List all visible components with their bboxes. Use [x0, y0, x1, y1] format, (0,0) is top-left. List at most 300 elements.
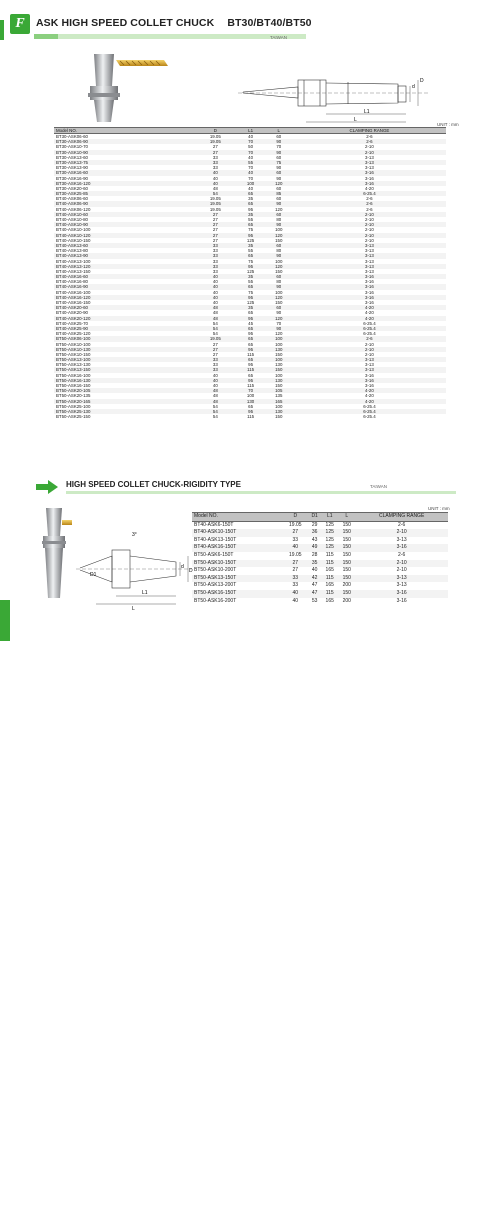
table-cell: 2-10: [365, 227, 374, 233]
table-cell: 2-10: [365, 237, 374, 243]
table-cell: 3-13: [365, 258, 374, 264]
table-body: [192, 521, 448, 605]
table-row: [192, 544, 448, 552]
table-cell: 60: [276, 134, 282, 140]
table-cell: 48: [194, 399, 236, 404]
table-cell: 40: [212, 279, 218, 285]
table-cell: 100: [275, 289, 283, 295]
table-cell: 70: [248, 165, 254, 171]
table-cell: 105: [265, 388, 293, 393]
table-cell: BT40-ASK16-80: [56, 279, 88, 285]
table-cell: 27: [292, 567, 299, 574]
column-header: D: [194, 128, 236, 134]
table-cell: 2-10: [355, 529, 448, 537]
table-cell: 65: [236, 357, 264, 362]
dim-label-D1: D1: [90, 572, 97, 578]
table-row: [192, 582, 448, 590]
table-cell: BT50-ASK25-150: [56, 414, 91, 420]
table-cell: 2-10: [293, 212, 446, 217]
table-cell: BT30-ASK06-90: [54, 139, 194, 144]
table-cell: BT50-ASK13-100: [54, 357, 194, 362]
table-cell: 3-16: [355, 590, 448, 598]
table-cell: 100: [275, 258, 283, 264]
table-cell: 135: [275, 393, 283, 399]
table-cell: BT50-ASK10-150T: [192, 560, 283, 568]
dim-label-L-2: L: [132, 606, 135, 612]
table-cell: BT50-ASK25-100: [56, 403, 91, 409]
table-cell: 19.05: [194, 336, 236, 341]
table-cell: 65: [236, 222, 264, 227]
table-cell: BT40-ASK10-150: [56, 237, 91, 243]
table-cell: 125: [325, 536, 334, 543]
table-cell: BT50-ASK13-130: [56, 362, 91, 368]
table-cell: 33: [212, 165, 218, 171]
table-cell: 150: [338, 529, 355, 537]
table-cell: 115: [247, 414, 255, 420]
rigidity-chuck-photo: [36, 506, 72, 602]
table-cell: 27: [194, 222, 236, 227]
table-cell: 40: [194, 181, 236, 186]
table-cell: BT50-ASK13-150T: [192, 575, 283, 583]
table-cell: 150: [265, 367, 293, 372]
table-cell: 165: [265, 399, 293, 404]
column-header: L: [265, 128, 293, 134]
table-cell: 35: [236, 305, 264, 310]
table-cell: 150: [338, 560, 355, 568]
table-cell: 95: [236, 347, 264, 352]
table-cell: BT50-ASK13-200T: [194, 582, 237, 589]
table-row: [192, 560, 448, 568]
table-cell: 90: [265, 284, 293, 289]
table-cell: 100: [265, 357, 293, 362]
table-cell: 70: [236, 139, 264, 144]
table-cell: 100: [236, 181, 264, 186]
table-cell: 4-20: [293, 399, 446, 404]
table-cell: BT40-ASK10-90: [54, 222, 194, 227]
table-cell: BT40-ASK6-150T: [194, 521, 234, 528]
table-cell: 95: [236, 264, 264, 269]
table-cell: 19.05: [209, 196, 221, 202]
table-cell: 75: [248, 227, 254, 233]
table-cell: 65: [236, 191, 264, 196]
table-cell: 54: [212, 403, 218, 409]
table-cell: BT40-ASK13-100: [56, 258, 91, 264]
table-cell: 70: [236, 150, 264, 155]
table-cell: 42: [308, 575, 321, 583]
table-cell: 95: [248, 362, 254, 368]
table-cell: BT40-ASK16-150T: [192, 544, 283, 552]
table-cell: 35: [236, 274, 264, 279]
table-cell: 35: [236, 212, 264, 217]
table-cell: 33: [194, 160, 236, 165]
dim-label-angle: 3°: [132, 532, 137, 538]
section-title: HIGH SPEED COLLET CHUCK-RIGIDITY TYPE: [66, 480, 241, 489]
table-cell: 33: [292, 582, 299, 589]
table-cell: 3-13: [293, 367, 446, 372]
table-cell: 120: [265, 233, 293, 238]
table-cell: BT50-ASK6-150T: [194, 551, 234, 558]
table-cell: 4-20: [293, 388, 446, 393]
table-cell: 3-16: [365, 289, 374, 295]
table-cell: 3-13: [365, 362, 374, 368]
made-in-label: TAIWAN: [270, 35, 287, 40]
table-cell: 65: [248, 372, 254, 378]
table-cell: 2-10: [293, 222, 446, 227]
table-cell: 80: [276, 217, 282, 223]
table-cell: 70: [248, 175, 254, 181]
section-underline: [66, 491, 456, 494]
table-cell: 2-6: [366, 206, 373, 212]
table-cell: 40: [212, 175, 218, 181]
table-cell: 120: [275, 331, 283, 337]
unit-label-2: UNIT : mm: [428, 506, 450, 511]
table-cell: 90: [265, 150, 293, 155]
table-cell: 3-16: [293, 274, 446, 279]
table-cell: 40: [248, 134, 254, 140]
table-cell: 125: [246, 268, 255, 274]
table-cell: 3-16: [365, 383, 374, 389]
table-cell: 3-16: [293, 284, 446, 289]
table-cell: 48: [194, 305, 236, 310]
table-cell: 65: [236, 253, 264, 258]
dim-label-d2: d: [181, 564, 184, 570]
table-cell: BT40-ASK25-120: [56, 331, 91, 337]
table-cell: 47: [311, 582, 318, 589]
table-cell: 150: [275, 383, 283, 389]
table-cell: 150: [342, 521, 351, 528]
table-cell: BT50-ASK13-150: [54, 367, 194, 372]
table-cell: BT40-ASK25-90: [54, 326, 194, 331]
table-cell: 90: [276, 175, 282, 181]
table-cell: BT40-ASK13-90: [54, 253, 194, 258]
table-cell: 33: [212, 248, 218, 254]
table-cell: 6-25.4: [363, 403, 376, 409]
table-cell: 3-13: [365, 154, 374, 160]
table-cell: 3-13: [293, 253, 446, 258]
table-cell: 2-6: [293, 139, 446, 144]
table-cell: 55: [248, 217, 254, 223]
dim-label-L: L: [354, 117, 357, 123]
table-cell: BT50-ASK25-130: [54, 409, 194, 414]
table-cell: 65: [236, 326, 264, 331]
table-cell: 150: [275, 414, 283, 420]
table-cell: 49: [308, 544, 321, 552]
table-cell: 48: [194, 388, 236, 393]
column-header: L1: [236, 128, 264, 134]
table-cell: 19.05: [209, 134, 221, 140]
table-cell: 33: [212, 268, 218, 274]
table-cell: 3-16: [365, 279, 374, 285]
table-cell: 53: [311, 597, 318, 604]
table-cell: 100: [246, 393, 255, 399]
table-cell: 60: [276, 154, 282, 160]
table-cell: 70: [236, 388, 264, 393]
table-cell: 95: [236, 409, 264, 414]
table-cell: 130: [265, 347, 293, 352]
table-cell: 35: [236, 243, 264, 248]
table-cell: 100: [265, 336, 293, 341]
table-cell: 40: [283, 544, 309, 552]
table-cell: 45: [248, 320, 254, 326]
table-cell: 2-10: [293, 233, 446, 238]
table-cell: 33: [212, 258, 218, 264]
unit-label: UNIT : mm: [437, 122, 459, 127]
column-header: D1: [308, 513, 321, 522]
table-cell: 3-13: [365, 165, 374, 171]
table-cell: 150: [275, 268, 283, 274]
table-cell: 150: [342, 567, 351, 574]
table-header-row: [192, 513, 448, 522]
table-cell: 95: [236, 378, 264, 383]
table-cell: 130: [236, 399, 264, 404]
table-cell: 40: [194, 295, 236, 300]
table-cell: BT30-ASK10-70: [56, 144, 88, 150]
title-subtitle: BT30/BT40/BT50: [227, 17, 312, 29]
spec-table: [54, 127, 446, 419]
table-cell: 27: [212, 144, 218, 150]
table-cell: 115: [321, 575, 338, 583]
table-cell: 3-16: [293, 170, 446, 175]
table-cell: 40: [194, 274, 236, 279]
table-cell: BT50-ASK20-105: [54, 388, 194, 393]
table-cell: BT50-ASK10-200T: [194, 567, 237, 574]
table-cell: BT50-ASK20-135: [56, 393, 91, 399]
table-cell: 3-16: [293, 295, 446, 300]
table-cell: 40: [248, 154, 254, 160]
table-cell: 2-10: [365, 351, 374, 357]
table-cell: 65: [236, 201, 264, 206]
table-row: [192, 537, 448, 545]
table-cell: 65: [236, 284, 264, 289]
table-cell: 2-10: [365, 144, 374, 150]
table-cell: 27: [212, 351, 218, 357]
table-cell: 55: [248, 279, 254, 285]
table-cell: 35: [308, 560, 321, 568]
table-cell: 2-10: [293, 150, 446, 155]
column-header: CLAMPING RANGE: [355, 513, 448, 522]
table-cell: 48: [194, 316, 236, 321]
table-cell: 3-13: [293, 264, 446, 269]
rigidity-spec-table: [192, 512, 448, 605]
table-cell: 54: [194, 191, 236, 196]
table-cell: 100: [275, 403, 283, 409]
table-cell: 40: [311, 567, 318, 574]
table-cell: 33: [194, 253, 236, 258]
table-cell: 90: [276, 310, 282, 316]
table-cell: 55: [248, 248, 254, 254]
table-cell: 6-25.4: [293, 326, 446, 331]
table-cell: 27: [212, 237, 218, 243]
table-cell: 54: [194, 326, 236, 331]
table-cell: 48: [212, 185, 218, 191]
table-cell: 3-16: [293, 181, 446, 186]
table-body: [54, 134, 446, 420]
table-row: [192, 552, 448, 560]
table-cell: BT40-ASK16-100: [56, 289, 91, 295]
table-cell: 3-13: [396, 582, 407, 589]
table-row: [192, 521, 448, 529]
table-cell: 120: [265, 181, 293, 186]
table-cell: BT40-ASK16-120: [54, 295, 194, 300]
table-cell: 2-6: [398, 551, 406, 558]
table-cell: BT30-ASK25-85: [54, 191, 194, 196]
table-cell: 35: [248, 196, 254, 202]
table-cell: BT30-ASK06-60: [56, 134, 88, 140]
table-cell: 2-10: [365, 341, 374, 347]
table-cell: BT50-ASK16-150: [56, 383, 91, 389]
table-cell: 33: [194, 357, 236, 362]
table-cell: 95: [236, 233, 264, 238]
table-cell: 40: [236, 170, 264, 175]
table-cell: 150: [342, 536, 351, 543]
table-cell: 40: [212, 300, 218, 306]
table-cell: 70: [276, 320, 282, 326]
table-cell: 19.05: [209, 206, 221, 212]
table-row: [54, 414, 446, 419]
table-cell: 100: [275, 372, 283, 378]
table-cell: BT40-ASK13-150T: [194, 536, 237, 543]
table-cell: 115: [236, 367, 264, 372]
table-cell: BT40-ASK06-120: [56, 206, 91, 212]
table-cell: BT40-ASK16-60: [54, 274, 194, 279]
table-cell: BT50-ASK10-150: [56, 351, 91, 357]
table-cell: 29: [311, 521, 318, 528]
table-cell: BT40-ASK10-100: [56, 227, 91, 233]
table-cell: 125: [246, 237, 255, 243]
dim-label-d: d: [412, 84, 415, 90]
table-cell: 19.05: [194, 139, 236, 144]
table-cell: 27: [194, 150, 236, 155]
table-cell: 2-10: [365, 217, 374, 223]
table-cell: 43: [311, 536, 318, 543]
table-cell: 6-25.4: [293, 191, 446, 196]
table-cell: 60: [265, 170, 293, 175]
table-cell: 90: [265, 326, 293, 331]
table-cell: 125: [325, 521, 334, 528]
table-cell: 27: [212, 341, 218, 347]
table-cell: BT50-ASK20-165: [54, 399, 194, 404]
table-cell: 120: [265, 295, 293, 300]
table-row: [192, 529, 448, 537]
table-cell: 4-20: [365, 185, 374, 191]
table-cell: 40: [194, 378, 236, 383]
section-arrow-icon: [36, 480, 58, 494]
table-cell: 27: [194, 233, 236, 238]
table-cell: 75: [248, 258, 254, 264]
table-cell: 125: [246, 300, 255, 306]
table-cell: 120: [265, 264, 293, 269]
table-cell: 60: [265, 212, 293, 217]
table-cell: 115: [321, 590, 338, 598]
table-cell: 48: [212, 310, 218, 316]
table-cell: 27: [212, 227, 218, 233]
table-cell: 2-10: [293, 347, 446, 352]
table-cell: 3-16: [396, 597, 407, 604]
table-cell: 150: [338, 544, 355, 552]
table-cell: BT50-ASK16-100: [56, 372, 91, 378]
column-header: L1: [321, 513, 338, 522]
table-cell: BT40-ASK13-80: [56, 248, 88, 254]
table-cell: 6-25.4: [363, 414, 376, 420]
section-made-in-label: TAIWAN: [370, 484, 387, 489]
table-cell: 90: [276, 165, 282, 171]
table-cell: 27: [194, 212, 236, 217]
table-cell: 27: [212, 217, 218, 223]
table-cell: 165: [325, 597, 334, 604]
table-cell: 40: [292, 597, 299, 604]
table-cell: 33: [194, 264, 236, 269]
column-header: L: [338, 513, 355, 522]
table-cell: 40: [194, 284, 236, 289]
table-cell: 115: [247, 383, 255, 389]
table-cell: 33: [292, 536, 299, 543]
table-cell: 33: [283, 575, 309, 583]
table-cell: BT40-ASK10-80: [56, 217, 88, 223]
table-cell: BT40-ASK06-60: [56, 196, 88, 202]
table-cell: 3-13: [365, 248, 374, 254]
table-cell: BT40-ASK25-70: [56, 320, 88, 326]
page-header: [0, 0, 480, 48]
table-cell: 120: [265, 316, 293, 321]
column-header: D: [283, 513, 309, 522]
table-cell: 4-20: [293, 316, 446, 321]
table-cell: 95: [248, 331, 254, 337]
table-cell: 125: [321, 529, 338, 537]
table-cell: BT50-ASK16-200T: [194, 597, 237, 604]
table-cell: 40: [212, 372, 218, 378]
column-header: Model NO.: [54, 128, 194, 134]
table-cell: BT40-ASK20-120: [54, 316, 194, 321]
table-cell: BT30-ASK13-75: [54, 160, 194, 165]
table-cell: 3-13: [355, 575, 448, 583]
table-cell: 2-6: [398, 521, 406, 528]
table-cell: 150: [338, 575, 355, 583]
table-cell: BT30-ASK10-90: [54, 150, 194, 155]
table-cell: 27: [283, 529, 309, 537]
table-cell: 28: [311, 551, 318, 558]
column-header: CLAMPING RANGE: [293, 128, 446, 134]
table-cell: 3-16: [293, 378, 446, 383]
table-cell: 50: [248, 144, 254, 150]
table-cell: 33: [194, 243, 236, 248]
table-cell: 130: [265, 378, 293, 383]
table-row: [192, 598, 448, 606]
table-cell: 27: [194, 347, 236, 352]
table-cell: 19.05: [289, 521, 302, 528]
table-cell: 100: [275, 341, 283, 347]
table-cell: 3-13: [293, 243, 446, 248]
table-cell: 95: [236, 316, 264, 321]
table-cell: BT40-ASK13-120: [54, 264, 194, 269]
table-cell: 80: [276, 279, 282, 285]
table-cell: 6-25.4: [363, 320, 376, 326]
table-cell: 47: [308, 590, 321, 598]
table-cell: 33: [212, 154, 218, 160]
table-cell: 4-20: [365, 393, 374, 399]
logo-glyph: F: [15, 16, 25, 31]
table-cell: 120: [275, 206, 283, 212]
dim-label-L1-2: L1: [142, 590, 148, 596]
table-cell: 115: [321, 560, 338, 568]
table-cell: BT30-ASK16-60: [54, 170, 194, 175]
dim-label-L1: L1: [364, 109, 370, 115]
table-cell: 19.05: [289, 551, 302, 558]
table-cell: BT40-ASK20-60: [54, 305, 194, 310]
title-underline: [34, 34, 306, 39]
table-cell: 54: [212, 331, 218, 337]
table-cell: 150: [275, 237, 283, 243]
collet-chuck-photo: [64, 46, 184, 126]
